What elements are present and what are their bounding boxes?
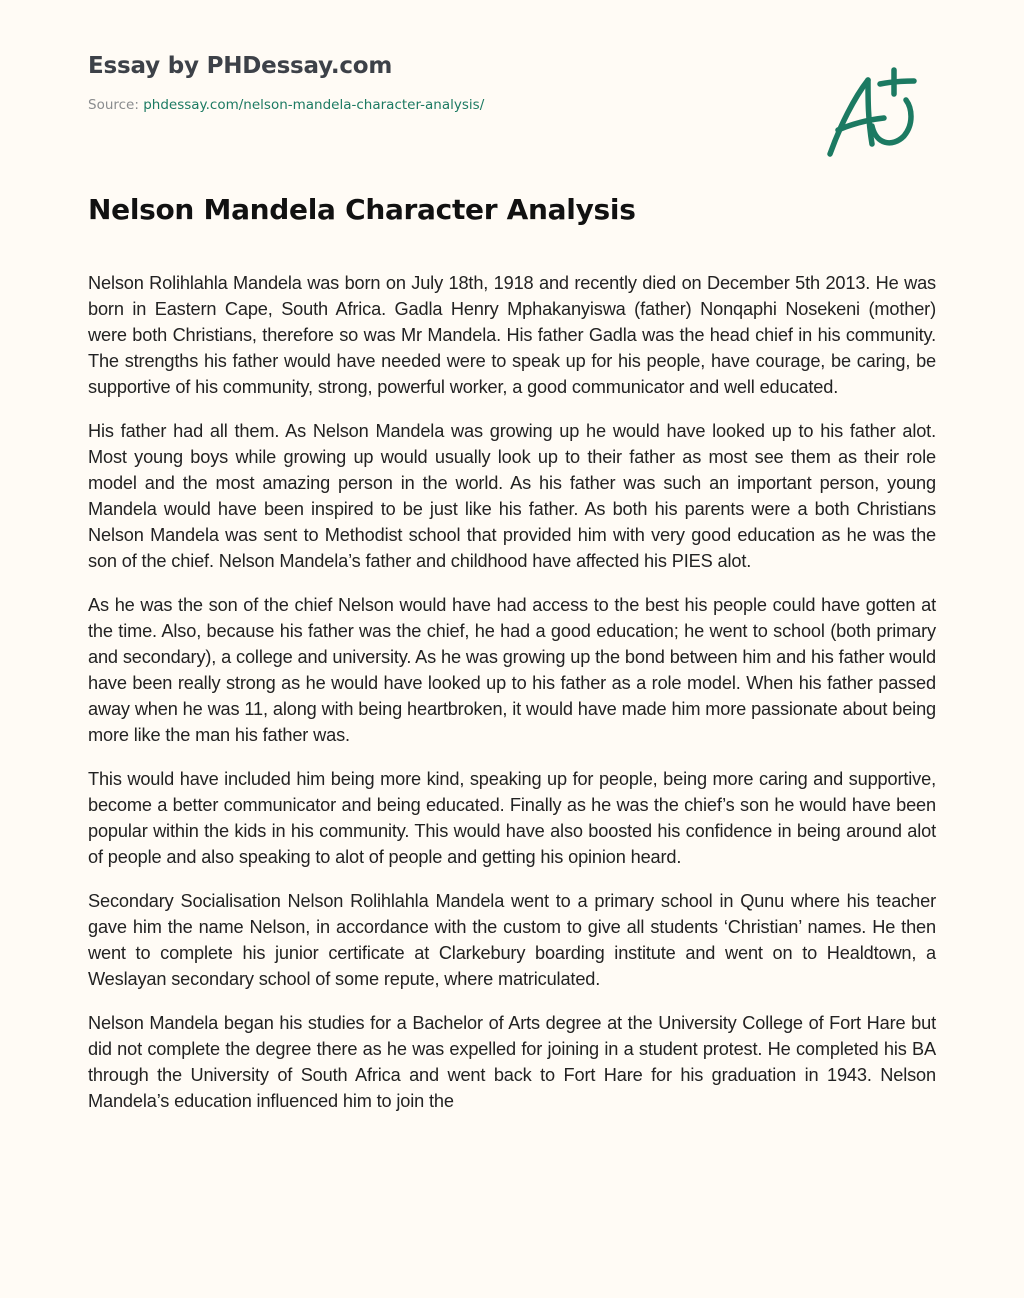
source-line [88, 96, 948, 114]
brand-title: Essay by PHDessay.com [88, 53, 393, 79]
document-title: Nelson Mandela Character Analysis [88, 193, 636, 226]
paragraph: Secondary Socialisation Nelson Rolihlahla Mandela went to a primary school in Qunu where his teacher gave him the name Nelson, in accordance with the custom to give all students ‘Christian’ names. He then went to complete his junior certificate at Clarkebury boarding institute and went on to Healdtown, a Weslayan secondary school of some repute, where matriculated. [88, 891, 936, 989]
document-body [88, 270, 936, 1132]
source-link[interactable]: phdessay.com/nelson-mandela-character-analysis/ [143, 97, 485, 113]
page-header [88, 50, 948, 114]
a-plus-grade-icon [822, 64, 930, 160]
paragraph: Nelson Mandela began his studies for a Bachelor of Arts degree at the University College of Fort Hare but did not complete the degree there as he was expelled for joining in a student protest. He completed his BA through the University of South Africa and went back to Fort Hare for his graduation in 1943. Nelson Mandela’s education influenced him to join the [88, 1013, 936, 1111]
paragraph: This would have included him being more kind, speaking up for people, being more caring and supportive, become a better communicator and being educated. Finally as he was the chief’s son he would have been popular within the kids in his community. This would have also boosted his confidence in being around alot of people and also speaking to alot of people and getting his opinion heard. [88, 769, 936, 867]
paragraph: As he was the son of the chief Nelson would have had access to the best his people could have gotten at the time. Also, because his father was the chief, he had a good education; he went to school (both primary and secondary), a college and university. As he was growing up the bond between him and his father would have been really strong as he would have looked up to his father as a role model. When his father passed away when he was 11, along with being heartbroken, it would have made him more passionate about being more like the man his father was. [88, 595, 936, 745]
source-label: Source: [88, 97, 144, 113]
paragraph: His father had all them. As Nelson Mandela was growing up he would have looked up to his father alot. Most young boys while growing up would usually look up to their father as most see them as their role model and the most amazing person in the world. As his father was such an important person, young Mandela would have been inspired to be just like his father. As both his parents were a both Christians Nelson Mandela was sent to Methodist school that provided him with very good education as he was the son of the chief. Nelson Mandela’s father and childhood have affected his PIES alot. [88, 421, 936, 571]
paragraph: Nelson Rolihlahla Mandela was born on July 18th, 1918 and recently died on December 5th 2013. He was born in Eastern Cape, South Africa. Gadla Henry Mphakanyiswa (father) Nonqaphi Nosekeni (mother) were both Christians, therefore so was Mr Mandela. His father Gadla was the head chief in his community. The strengths his father would have needed were to speak up for his people, have courage, be caring, be supportive of his community, strong, powerful worker, a good communicator and well educated. [88, 273, 936, 397]
